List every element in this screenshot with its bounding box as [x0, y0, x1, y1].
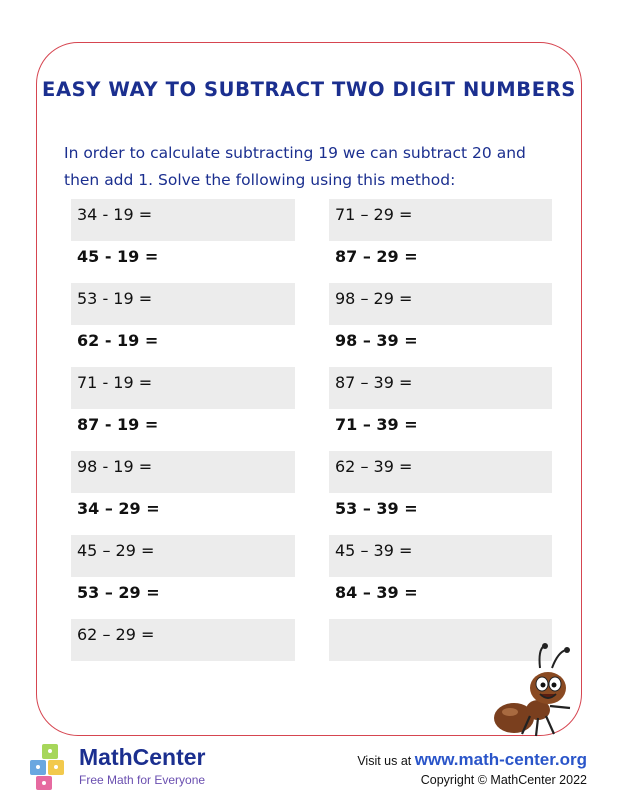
copyright-text: Copyright © MathCenter 2022: [420, 773, 587, 787]
problem-text: 53 – 29 =: [77, 582, 160, 602]
cubes-logo-icon: [26, 742, 76, 792]
problem-text: 87 – 29 =: [335, 246, 418, 266]
problem-row[interactable]: [329, 535, 552, 577]
problem-text: 53 - 19 =: [77, 288, 153, 308]
problem-text: 45 - 19 =: [77, 246, 159, 266]
problem-row[interactable]: [71, 241, 295, 283]
problem-row[interactable]: [329, 367, 552, 409]
visit-prefix: Visit us at: [357, 754, 412, 768]
problem-column-right: [329, 199, 552, 661]
problem-text: 45 – 29 =: [77, 540, 155, 560]
ant-mascot-icon: [488, 638, 588, 738]
problem-row[interactable]: [329, 241, 552, 283]
problem-row[interactable]: [71, 493, 295, 535]
problem-text: 34 - 19 =: [77, 204, 153, 224]
visit-line: [357, 750, 587, 770]
problem-text: 62 – 29 =: [77, 624, 155, 644]
problem-row[interactable]: [329, 577, 552, 619]
problem-text: 34 – 29 =: [77, 498, 160, 518]
problem-text: 45 – 39 =: [335, 540, 413, 560]
problem-text: 62 - 19 =: [77, 330, 159, 350]
problem-text: 98 – 39 =: [335, 330, 418, 350]
problem-row[interactable]: [329, 451, 552, 493]
problem-text: 98 – 29 =: [335, 288, 413, 308]
problem-column-left: [71, 199, 295, 661]
problem-row[interactable]: [71, 535, 295, 577]
problem-row[interactable]: [71, 283, 295, 325]
worksheet-title: EASY WAY TO SUBTRACT TWO DIGIT NUMBERS: [42, 78, 576, 101]
problem-text: 71 – 29 =: [335, 204, 413, 224]
brand-name: MathCenter: [79, 744, 206, 770]
problem-text: 84 – 39 =: [335, 582, 418, 602]
problem-text: 62 – 39 =: [335, 456, 413, 476]
brand-tagline: Free Math for Everyone: [79, 773, 206, 787]
website-link[interactable]: www.math-center.org: [414, 750, 587, 769]
problem-row[interactable]: [71, 199, 295, 241]
problem-text: 98 - 19 =: [77, 456, 153, 476]
problem-row[interactable]: [71, 367, 295, 409]
problem-row[interactable]: [71, 619, 295, 661]
problem-text: 71 - 19 =: [77, 372, 153, 392]
problem-row[interactable]: [71, 325, 295, 367]
problem-row[interactable]: [329, 283, 552, 325]
problem-text: 71 – 39 =: [335, 414, 418, 434]
problem-row[interactable]: [329, 325, 552, 367]
problem-row[interactable]: [329, 409, 552, 451]
problem-text: 87 - 19 =: [77, 414, 159, 434]
problem-row[interactable]: [329, 199, 552, 241]
problem-row[interactable]: [71, 577, 295, 619]
problem-row[interactable]: [329, 493, 552, 535]
problem-row[interactable]: [71, 409, 295, 451]
instructions-text: In order to calculate subtracting 19 we can subtract 20 and then add 1. Solve the following using this method:: [64, 144, 526, 189]
problem-text: 53 – 39 =: [335, 498, 418, 518]
problem-row[interactable]: [71, 451, 295, 493]
problem-text: 87 – 39 =: [335, 372, 413, 392]
